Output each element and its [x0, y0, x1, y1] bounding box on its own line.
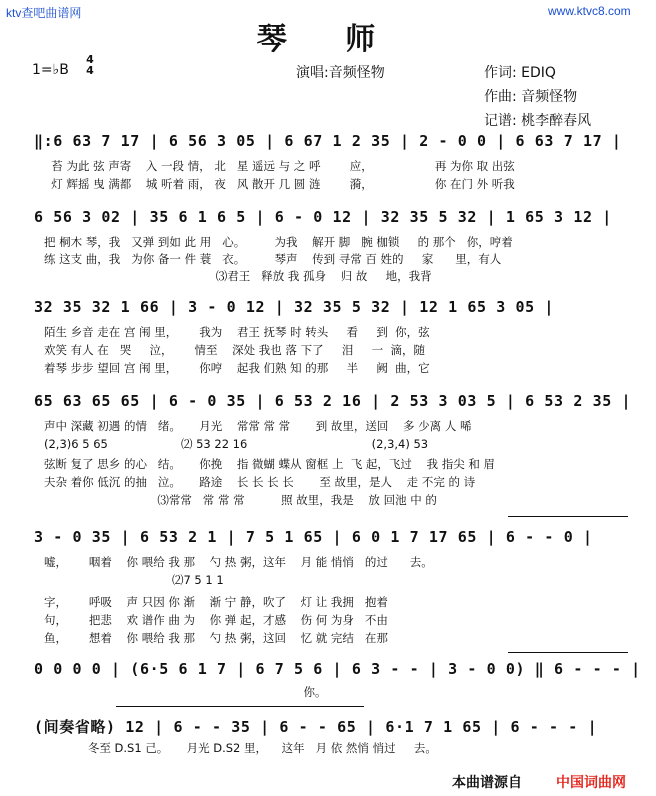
notation-line-4: 65 63 65 65 | 6 - 0 35 | 6 53 2 16 | 2 53 3 03 5 | 6 53 2 35 |: [34, 392, 632, 410]
lyric-line-4-verse-4: ⑶常常 常 常 常 照 故里，我是 放 回池 中 的: [44, 493, 437, 507]
lyric-line-6: 你。: [44, 685, 327, 699]
lyric-line-2-verse-2: 练 这支 曲，我 为你 备一 件 蓑 衣。 琴声 传到 寻常 百 姓的 家 里，有人: [44, 252, 502, 266]
lyric-line-5-variant: ⑵7 5 1 1: [44, 573, 224, 587]
time-signature-top: 4: [86, 53, 94, 66]
lyric-line-5-verse-4: 鱼， 想着 你 喂给 我 那 勺 热 粥，这回 忆 就 完结 在那: [44, 631, 388, 645]
watermark-right: www.ktvc8.com: [548, 4, 631, 18]
source-label: 本曲谱源自: [452, 775, 522, 791]
lyric-line-5-verse-3: 句， 把悲 欢 谱作 曲 为 你 弹 起，才感 伤 何 为身 不由: [44, 613, 388, 627]
lyric-line-4-variant: (2,3)6 5 65 ⑵ 53 22 16 (2,3,4) 53: [44, 437, 429, 451]
notation-line-6: 0 0 0 0 | (6·5 6 1 7 | 6 7 5 6 | 6 3 - - | 3 - 0 0) ‖ 6 - - - |: [34, 660, 641, 678]
watermark-left: ktv查吧曲谱网: [6, 6, 82, 20]
lyric-line-1-verse-2: 灯 辉摇 曳 满都 城 听着 雨， 夜 风 散开 几 圆 涟 漪， 你 在门 外 听我: [44, 177, 515, 191]
notation-line-2: 6 56 3 02 | 35 6 1 6 5 | 6 - 0 12 | 32 35 5 32 | 1 65 3 12 |: [34, 208, 612, 226]
site-name[interactable]: 中国词曲网: [556, 775, 626, 791]
lyric-line-5-verse-1: 嘘， 咽着 你 喂给 我 那 勺 热 粥，这年 月 能 悄悄 的过 去。: [44, 555, 433, 569]
notation-line-5: 3 - 0 35 | 6 53 2 1 | 7 5 1 65 | 6 0 1 7 17 65 | 6 - - 0 |: [34, 528, 593, 546]
song-title: 琴 师: [256, 22, 400, 57]
lyric-line-7: 冬至 D.S1 己。 月光 D.S2 里， 这年 月 依 然悄 悄过 去。: [44, 741, 437, 755]
composer-credit: 作曲: 音频怪物: [484, 89, 578, 105]
lyric-line-3-verse-1: 陌生 乡音 走在 宫 闱 里， 我为 君王 抚琴 时 转头 看 到 你，弦: [44, 325, 430, 339]
notation-line-3: 32 35 32 1 66 | 3 - 0 12 | 32 35 5 32 | 12 1 65 3 05 |: [34, 298, 555, 316]
notation-line-1: ‖:6 63 7 17 | 6 56 3 05 | 6 67 1 2 35 | 2 - 0 0 | 6 63 7 17 |: [34, 132, 622, 150]
time-signature-bottom: 4: [86, 64, 94, 77]
volta-bracket: [508, 652, 628, 653]
lyricist-credit: 作词: EDIQ: [484, 65, 556, 81]
key-label: 1=♭B: [32, 62, 69, 78]
lyric-line-2-verse-3: ⑶君王 释放 我 孤身 归 故 地，我背: [44, 269, 432, 283]
lyric-line-4-verse-1: 声中 深藏 初遇 的情 绪。 月光 常常 常 常 到 故里，送回 多 少离 人 唏: [44, 419, 472, 433]
lyric-line-5-verse-2: 字， 呼吸 声 只因 你 渐 渐 宁 静，吹了 灯 让 我拥 抱着: [44, 595, 388, 609]
singer-credit: 演唱:音频怪物: [296, 65, 385, 81]
volta-bracket: [508, 516, 628, 517]
lyric-line-1-verse-1: 苔 为此 弦 声寄 入 一段 情， 北 星 遥远 与 之 呼 应， 再 为你 取 出弦: [44, 159, 515, 173]
volta-bracket: [116, 706, 364, 707]
lyric-line-3-verse-3: 着琴 步步 望回 宫 闱 里， 你哼 起我 们熟 知 的那 半 阙 曲，它: [44, 361, 430, 375]
lyric-line-4-verse-2: 弦断 复了 思乡 的心 结。 你挽 指 微蝴 蝶从 窗框 上 飞 起，飞过 我 指尖 和 眉: [44, 457, 496, 471]
notation-line-7: (间奏省略) 12 | 6 - - 35 | 6 - - 65 | 6·1 7 1 65 | 6 - - - |: [34, 718, 598, 736]
lyric-line-3-verse-2: 欢笑 有人 在 哭 泣， 情至 深处 我也 落 下了 泪 一 滴，随: [44, 343, 425, 357]
transcriber-credit: 记谱: 桃李醉春风: [484, 113, 592, 129]
lyric-line-2-verse-1: 把 桐木 琴，我 又弹 到如 此 用 心。 为我 解开 脚 腕 枷锁 的 那个 你，哼着: [44, 235, 513, 249]
lyric-line-4-verse-3: 夫杂 着你 低沉 的抽 泣。 路途 长 长 长 长 至 故里，是人 走 不完 的 诗: [44, 475, 476, 489]
